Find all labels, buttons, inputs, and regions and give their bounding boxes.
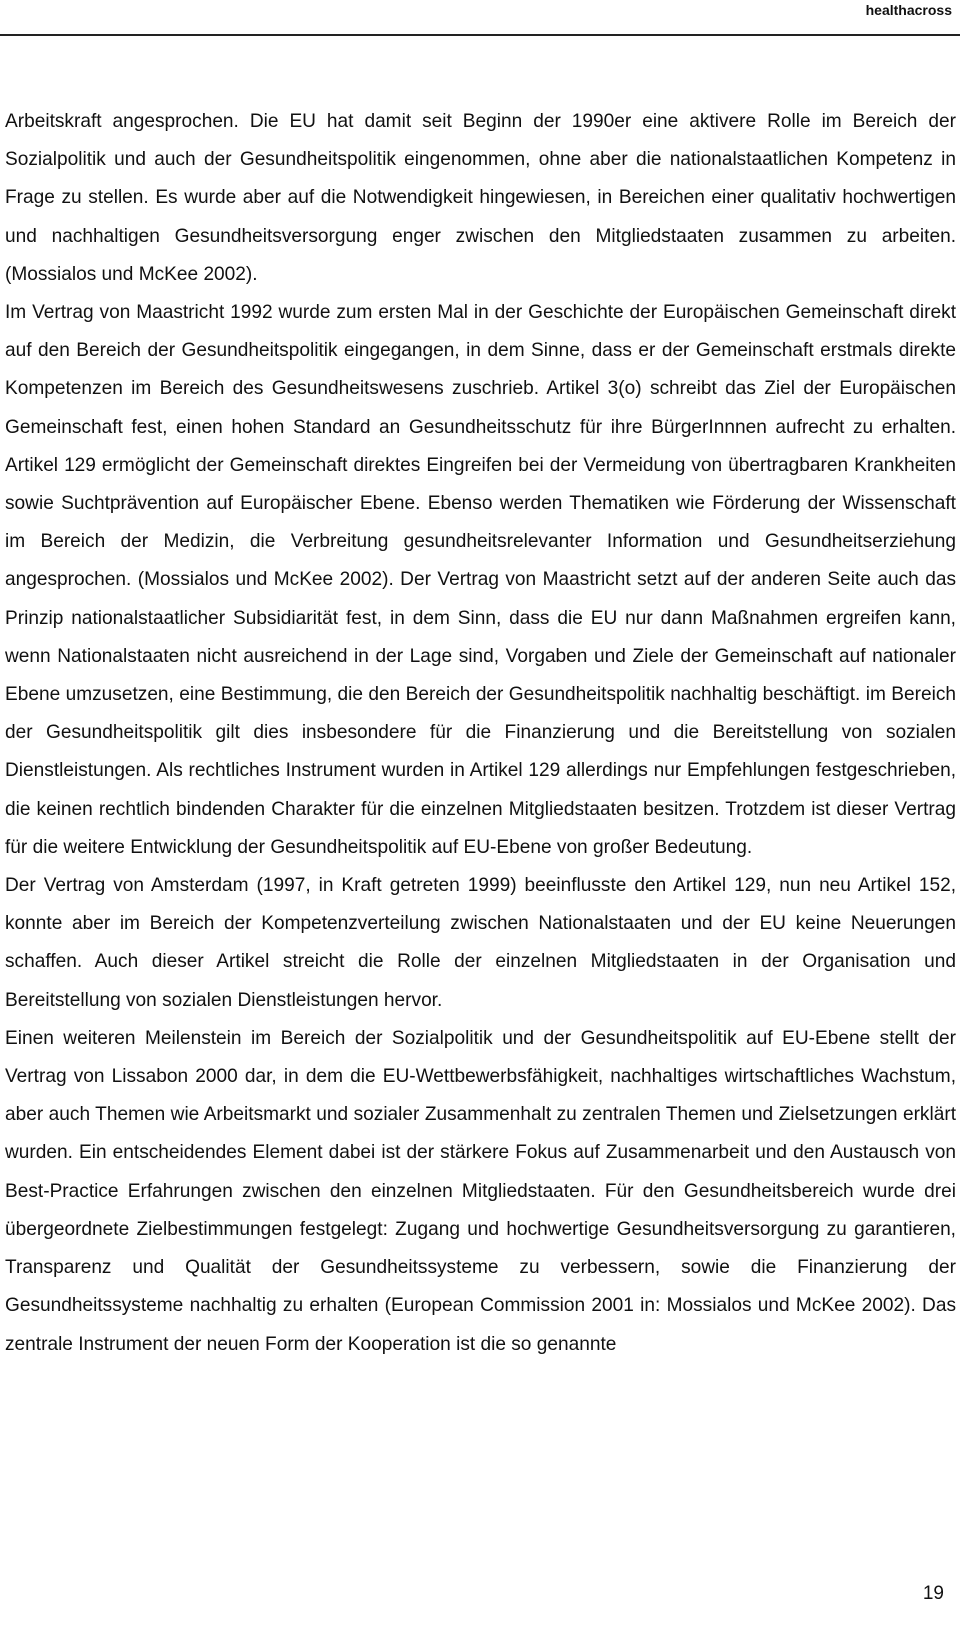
- page-header: [0, 0, 960, 36]
- paragraph-4: Einen weiteren Meilenstein im Bereich der Sozialpolitik und der Gesundheitspolitik auf EU-Ebene stellt der Vertrag von Lissabon 2000 dar, in dem die EU-Wettbewerbsfähigkeit, nachhaltiges wirtschaftliches Wachstum, aber auch Themen wie Arbeitsmarkt und sozialer Zusammenhalt zu zentralen Themen und Zielsetzungen erklärt wurden. Ein entscheidendes Element dabei ist der stärkere Fokus auf Zusammenarbeit und den Austausch von Best-Practice Erfahrungen zwischen den einzelnen Mitgliedstaaten. Für den Gesundheitsbereich wurde drei übergeordnete Zielbestimmungen festgelegt: Zugang und hochwertige Gesundheitsversorgung zu garantieren, Transparenz und Qualität der Gesundheitssysteme zu verbessern, sowie die Finanzierung der Gesundheitssysteme nachhaltig zu erhalten (European Commission 2001 in: Mossialos und McKee 2002). Das zentrale Instrument der neuen Form der Kooperation ist die so genannte: [5, 1027, 956, 1355]
- header-brand: healthacross: [865, 2, 952, 18]
- paragraph-2: Im Vertrag von Maastricht 1992 wurde zum ersten Mal in der Geschichte der Europäischen Gemeinschaft direkt auf den Bereich der Gesundheitspolitik eingegangen, in dem Sinne, dass er der Gemeinschaft erstmals direkte Kompetenzen im Bereich des Gesundheitswesens zuschrieb. Artikel 3(o) schreibt das Ziel der Europäischen Gemeinschaft fest, einen hohen Standard an Gesundheitsschutz für ihre BürgerInnnen aufrecht zu erhalten. Artikel 129 ermöglicht der Gemeinschaft direktes Eingreifen bei der Vermeidung von übertragbaren Krankheiten sowie Suchtprävention auf Europäischer Ebene. Ebenso werden Thematiken wie Förderung der Wissenschaft im Bereich der Medizin, die Verbreitung gesundheitsrelevanter Information und Gesundheitserziehung angesprochen. (Mossialos und McKee 2002). Der Vertrag von Maastricht setzt auf der anderen Seite auch das Prinzip nationalstaatlicher Subsidiarität fest, in dem Sinn, dass die EU nur dann Maßnahmen ergreifen kann, wenn Nationalstaaten nicht ausreichend in der Lage sind, Vorgaben und Ziele der Gemeinschaft auf nationaler Ebene umzusetzen, eine Bestimmung, die den Bereich der Gesundheitspolitik nachhaltig beschäftigt. im Bereich der Gesundheitspolitik gilt dies insbesondere für die Finanzierung und die Bereitstellung von sozialen Dienstleistungen. Als rechtliches Instrument wurden in Artikel 129 allerdings nur Empfehlungen festgeschrieben, die keinen rechtlich bindenden Charakter für die einzelnen Mitgliedstaaten besitzen. Trotzdem ist dieser Vertrag für die weitere Entwicklung der Gesundheitspolitik auf EU-Ebene von großer Bedeutung.: [5, 302, 956, 858]
- paragraph-1: Arbeitskraft angesprochen. Die EU hat damit seit Beginn der 1990er eine aktivere Rolle im Bereich der Sozialpolitik und auch der Gesundheitspolitik eingenommen, ohne aber die nationalstaatlichen Kompetenz in Frage zu stellen. Es wurde aber auf die Notwendigkeit hingewiesen, in Bereichen einer qualitativ hochwertigen und nachhaltigen Gesundheitsversorgung enger zwischen den Mitgliedstaaten zusammen zu arbeiten. (Mossialos und McKee 2002).: [5, 111, 956, 285]
- paragraph-3: Der Vertrag von Amsterdam (1997, in Kraft getreten 1999) beeinflusste den Artikel 129, nun neu Artikel 152, konnte aber im Bereich der Kompetenzverteilung zwischen Nationalstaaten und der EU keine Neuerungen schaffen. Auch dieser Artikel streicht die Rolle der einzelnen Mitgliedstaaten in der Organisation und Bereitstellung von sozialen Dienstleistungen hervor.: [5, 875, 956, 1011]
- document-body: [5, 103, 956, 1364]
- page-number: 19: [922, 1583, 944, 1604]
